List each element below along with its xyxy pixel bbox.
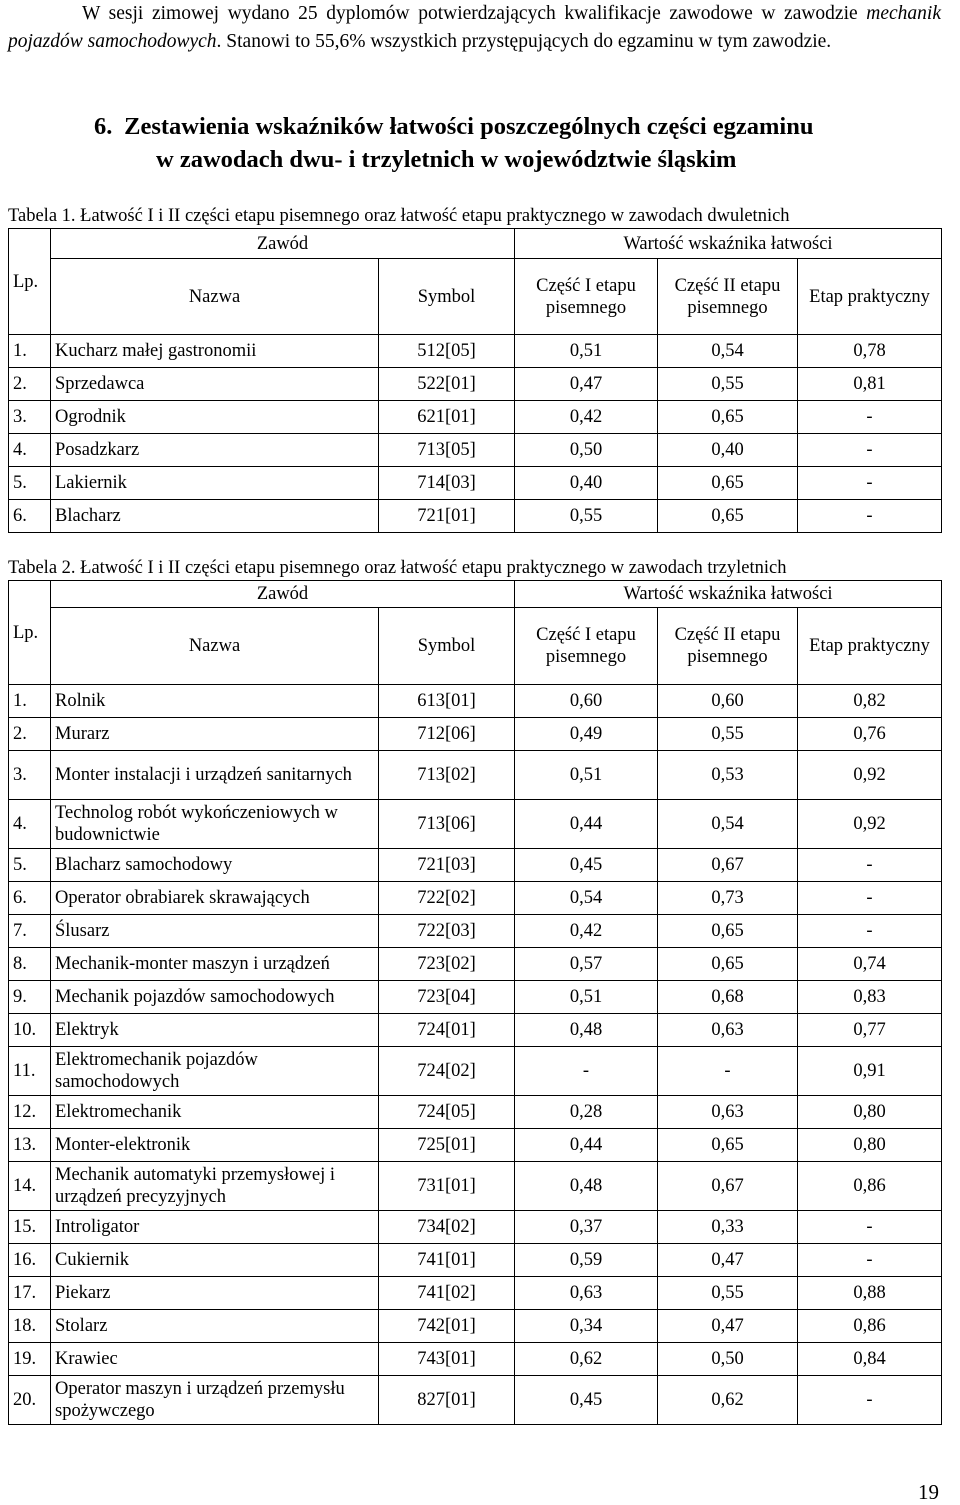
occupation-symbol: 724[02]	[379, 1047, 515, 1096]
practical-value: -	[798, 1376, 942, 1425]
occupation-name: Technolog robót wykończeniowych w budownictwie	[51, 800, 379, 849]
occupation-symbol: 721[01]	[379, 500, 515, 533]
part1-value: 0,62	[515, 1343, 658, 1376]
table-row	[9, 849, 942, 882]
header-nazwa: Nazwa	[51, 608, 379, 685]
practical-value: -	[798, 849, 942, 882]
part2-value: 0,67	[658, 849, 798, 882]
occupation-symbol: 613[01]	[379, 685, 515, 718]
occupation-name: Mechanik pojazdów samochodowych	[51, 981, 379, 1014]
practical-value: 0,84	[798, 1343, 942, 1376]
occupation-symbol: 723[04]	[379, 981, 515, 1014]
row-number: 5.	[9, 467, 51, 500]
occupation-name: Operator maszyn i urządzeń przemysłu spożywczego	[51, 1376, 379, 1425]
practical-value: -	[798, 1211, 942, 1244]
part1-value: 0,48	[515, 1162, 658, 1211]
part1-value: 0,45	[515, 1376, 658, 1425]
header-etap: Etap praktyczny	[798, 608, 942, 685]
practical-value: 0,81	[798, 368, 942, 401]
part1-value: 0,45	[515, 849, 658, 882]
part2-value: 0,65	[658, 500, 798, 533]
occupation-name: Mechanik automatyki przemysłowej i urządzeń precyzyjnych	[51, 1162, 379, 1211]
row-number: 2.	[9, 368, 51, 401]
part1-value: 0,54	[515, 882, 658, 915]
practical-value: 0,78	[798, 335, 942, 368]
practical-value: 0,88	[798, 1277, 942, 1310]
part2-value: 0,68	[658, 981, 798, 1014]
table-row	[9, 1162, 942, 1211]
header-lp: Lp.	[9, 581, 51, 685]
occupation-symbol: 734[02]	[379, 1211, 515, 1244]
row-number: 1.	[9, 685, 51, 718]
occupation-symbol: 713[06]	[379, 800, 515, 849]
table-row	[9, 1129, 942, 1162]
table-row	[9, 948, 942, 981]
row-number: 19.	[9, 1343, 51, 1376]
occupation-name: Kucharz małej gastronomii	[51, 335, 379, 368]
table1-caption: Tabela 1. Łatwość I i II części etapu pisemnego oraz łatwość etapu praktycznego w zawodach dwuletnich	[8, 206, 790, 226]
part2-value: 0,47	[658, 1310, 798, 1343]
table-row	[9, 1211, 942, 1244]
occupation-name: Monter instalacji i urządzeń sanitarnych	[51, 751, 379, 800]
occupation-name: Introligator	[51, 1211, 379, 1244]
table2	[8, 580, 942, 1425]
part2-value: 0,53	[658, 751, 798, 800]
practical-value: 0,91	[798, 1047, 942, 1096]
table-row	[9, 685, 942, 718]
section-title-line2: w zawodach dwu- i trzyletnich w województwie śląskim	[156, 146, 737, 173]
part1-value: 0,40	[515, 467, 658, 500]
part1-value: 0,42	[515, 915, 658, 948]
table-row	[9, 1047, 942, 1096]
row-number: 13.	[9, 1129, 51, 1162]
table1	[8, 228, 942, 533]
practical-value: -	[798, 401, 942, 434]
occupation-symbol: 741[02]	[379, 1277, 515, 1310]
header-zawod: Zawód	[51, 581, 515, 608]
practical-value: 0,86	[798, 1162, 942, 1211]
row-number: 20.	[9, 1376, 51, 1425]
occupation-name: Cukiernik	[51, 1244, 379, 1277]
occupation-name: Murarz	[51, 718, 379, 751]
part1-value: 0,47	[515, 368, 658, 401]
table2-caption: Tabela 2. Łatwość I i II części etapu pisemnego oraz łatwość etapu praktycznego w zawodach trzyletnich	[8, 558, 787, 578]
part2-value: 0,50	[658, 1343, 798, 1376]
table-row	[9, 718, 942, 751]
part1-value: 0,48	[515, 1014, 658, 1047]
row-number: 16.	[9, 1244, 51, 1277]
occupation-name: Blacharz samochodowy	[51, 849, 379, 882]
row-number: 11.	[9, 1047, 51, 1096]
row-number: 9.	[9, 981, 51, 1014]
occupation-name: Stolarz	[51, 1310, 379, 1343]
occupation-name: Ślusarz	[51, 915, 379, 948]
occupation-name: Piekarz	[51, 1277, 379, 1310]
occupation-symbol: 712[06]	[379, 718, 515, 751]
table-row	[9, 1096, 942, 1129]
occupation-symbol: 722[02]	[379, 882, 515, 915]
practical-value: 0,77	[798, 1014, 942, 1047]
table-row	[9, 882, 942, 915]
table-row	[9, 434, 942, 467]
part2-value: 0,54	[658, 800, 798, 849]
occupation-symbol: 621[01]	[379, 401, 515, 434]
page-number: 19	[918, 1480, 939, 1504]
header-czesc1: Część I etapu pisemnego	[515, 259, 658, 335]
part2-value: 0,55	[658, 368, 798, 401]
practical-value: 0,86	[798, 1310, 942, 1343]
occupation-symbol: 713[02]	[379, 751, 515, 800]
part1-value: 0,51	[515, 335, 658, 368]
practical-value: -	[798, 915, 942, 948]
table1-body	[9, 335, 942, 533]
practical-value: -	[798, 500, 942, 533]
part2-value: 0,55	[658, 718, 798, 751]
part2-value: 0,63	[658, 1096, 798, 1129]
part2-value: 0,65	[658, 915, 798, 948]
table-row	[9, 368, 942, 401]
occupation-symbol: 522[01]	[379, 368, 515, 401]
occupation-name: Monter-elektronik	[51, 1129, 379, 1162]
part1-value: 0,42	[515, 401, 658, 434]
part1-value: 0,63	[515, 1277, 658, 1310]
table-row	[9, 1244, 942, 1277]
occupation-symbol: 724[01]	[379, 1014, 515, 1047]
table-row	[9, 1310, 942, 1343]
table-row	[9, 467, 942, 500]
practical-value: 0,80	[798, 1096, 942, 1129]
part1-value: 0,59	[515, 1244, 658, 1277]
part2-value: 0,60	[658, 685, 798, 718]
header-nazwa: Nazwa	[51, 259, 379, 335]
occupation-name: Sprzedawca	[51, 368, 379, 401]
row-number: 14.	[9, 1162, 51, 1211]
part2-value: 0,54	[658, 335, 798, 368]
part1-value: -	[515, 1047, 658, 1096]
intro-paragraph	[8, 0, 941, 56]
occupation-name: Blacharz	[51, 500, 379, 533]
practical-value: 0,82	[798, 685, 942, 718]
section-heading	[94, 110, 954, 176]
part2-value: 0,65	[658, 1129, 798, 1162]
table-row	[9, 401, 942, 434]
part1-value: 0,60	[515, 685, 658, 718]
table-row	[9, 1277, 942, 1310]
table-row	[9, 500, 942, 533]
occupation-name: Rolnik	[51, 685, 379, 718]
occupation-name: Elektromechanik	[51, 1096, 379, 1129]
occupation-symbol: 723[02]	[379, 948, 515, 981]
header-czesc2: Część II etapu pisemnego	[658, 259, 798, 335]
occupation-symbol: 512[05]	[379, 335, 515, 368]
practical-value: 0,76	[798, 718, 942, 751]
occupation-symbol: 714[03]	[379, 467, 515, 500]
practical-value: -	[798, 434, 942, 467]
occupation-symbol: 741[01]	[379, 1244, 515, 1277]
header-lp: Lp.	[9, 229, 51, 335]
part1-value: 0,37	[515, 1211, 658, 1244]
row-number: 18.	[9, 1310, 51, 1343]
row-number: 17.	[9, 1277, 51, 1310]
part1-value: 0,28	[515, 1096, 658, 1129]
part1-value: 0,44	[515, 800, 658, 849]
part1-value: 0,34	[515, 1310, 658, 1343]
occupation-symbol: 827[01]	[379, 1376, 515, 1425]
row-number: 5.	[9, 849, 51, 882]
occupation-symbol: 722[03]	[379, 915, 515, 948]
part2-value: 0,63	[658, 1014, 798, 1047]
occupation-name: Ogrodnik	[51, 401, 379, 434]
part1-value: 0,51	[515, 981, 658, 1014]
part2-value: 0,55	[658, 1277, 798, 1310]
occupation-name: Mechanik-monter maszyn i urządzeń	[51, 948, 379, 981]
header-wartosc: Wartość wskaźnika łatwości	[515, 581, 942, 608]
occupation-name: Elektromechanik pojazdów samochodowych	[51, 1047, 379, 1096]
practical-value: 0,92	[798, 800, 942, 849]
row-number: 4.	[9, 434, 51, 467]
table-row	[9, 335, 942, 368]
part1-value: 0,55	[515, 500, 658, 533]
row-number: 6.	[9, 882, 51, 915]
intro-text-occupation: mechanik pojazdów samochodowych	[8, 3, 941, 52]
table-row	[9, 1343, 942, 1376]
header-czesc2: Część II etapu pisemnego	[658, 608, 798, 685]
occupation-name: Lakiernik	[51, 467, 379, 500]
row-number: 3.	[9, 401, 51, 434]
occupation-name: Elektryk	[51, 1014, 379, 1047]
part2-value: 0,73	[658, 882, 798, 915]
row-number: 15.	[9, 1211, 51, 1244]
part2-value: -	[658, 1047, 798, 1096]
practical-value: 0,83	[798, 981, 942, 1014]
table-row	[9, 1014, 942, 1047]
part2-value: 0,65	[658, 948, 798, 981]
part2-value: 0,65	[658, 401, 798, 434]
header-symbol: Symbol	[379, 608, 515, 685]
row-number: 3.	[9, 751, 51, 800]
row-number: 10.	[9, 1014, 51, 1047]
part2-value: 0,62	[658, 1376, 798, 1425]
practical-value: 0,92	[798, 751, 942, 800]
row-number: 6.	[9, 500, 51, 533]
part1-value: 0,50	[515, 434, 658, 467]
table-row	[9, 915, 942, 948]
row-number: 8.	[9, 948, 51, 981]
row-number: 7.	[9, 915, 51, 948]
occupation-name: Operator obrabiarek skrawających	[51, 882, 379, 915]
header-wartosc: Wartość wskaźnika łatwości	[515, 229, 942, 259]
part2-value: 0,67	[658, 1162, 798, 1211]
occupation-symbol: 743[01]	[379, 1343, 515, 1376]
table-row	[9, 981, 942, 1014]
practical-value: -	[798, 882, 942, 915]
part1-value: 0,49	[515, 718, 658, 751]
occupation-name: Posadzkarz	[51, 434, 379, 467]
row-number: 2.	[9, 718, 51, 751]
table-row	[9, 1376, 942, 1425]
header-etap: Etap praktyczny	[798, 259, 942, 335]
header-zawod: Zawód	[51, 229, 515, 259]
row-number: 4.	[9, 800, 51, 849]
part2-value: 0,47	[658, 1244, 798, 1277]
occupation-symbol: 725[01]	[379, 1129, 515, 1162]
occupation-symbol: 724[05]	[379, 1096, 515, 1129]
intro-text-a: W sesji zimowej wydano 25 dyplomów potwierdzających kwalifikacje zawodowe w zawodzie	[82, 3, 867, 24]
part1-value: 0,51	[515, 751, 658, 800]
practical-value: -	[798, 467, 942, 500]
part2-value: 0,40	[658, 434, 798, 467]
part2-value: 0,65	[658, 467, 798, 500]
table2-body	[9, 685, 942, 1425]
section-number: 6.	[94, 113, 113, 140]
practical-value: -	[798, 1244, 942, 1277]
header-czesc1: Część I etapu pisemnego	[515, 608, 658, 685]
row-number: 1.	[9, 335, 51, 368]
intro-text-c: . Stanowi to 55,6% wszystkich przystępujących do egzaminu w tym zawodzie.	[216, 31, 832, 52]
table-row	[9, 800, 942, 849]
practical-value: 0,74	[798, 948, 942, 981]
part2-value: 0,33	[658, 1211, 798, 1244]
row-number: 12.	[9, 1096, 51, 1129]
table-row	[9, 751, 942, 800]
occupation-symbol: 713[05]	[379, 434, 515, 467]
occupation-name: Krawiec	[51, 1343, 379, 1376]
practical-value: 0,80	[798, 1129, 942, 1162]
header-symbol: Symbol	[379, 259, 515, 335]
part1-value: 0,57	[515, 948, 658, 981]
occupation-symbol: 731[01]	[379, 1162, 515, 1211]
section-title-line1: Zestawienia wskaźników łatwości poszczególnych części egzaminu	[124, 113, 814, 140]
occupation-symbol: 742[01]	[379, 1310, 515, 1343]
occupation-symbol: 721[03]	[379, 849, 515, 882]
part1-value: 0,44	[515, 1129, 658, 1162]
